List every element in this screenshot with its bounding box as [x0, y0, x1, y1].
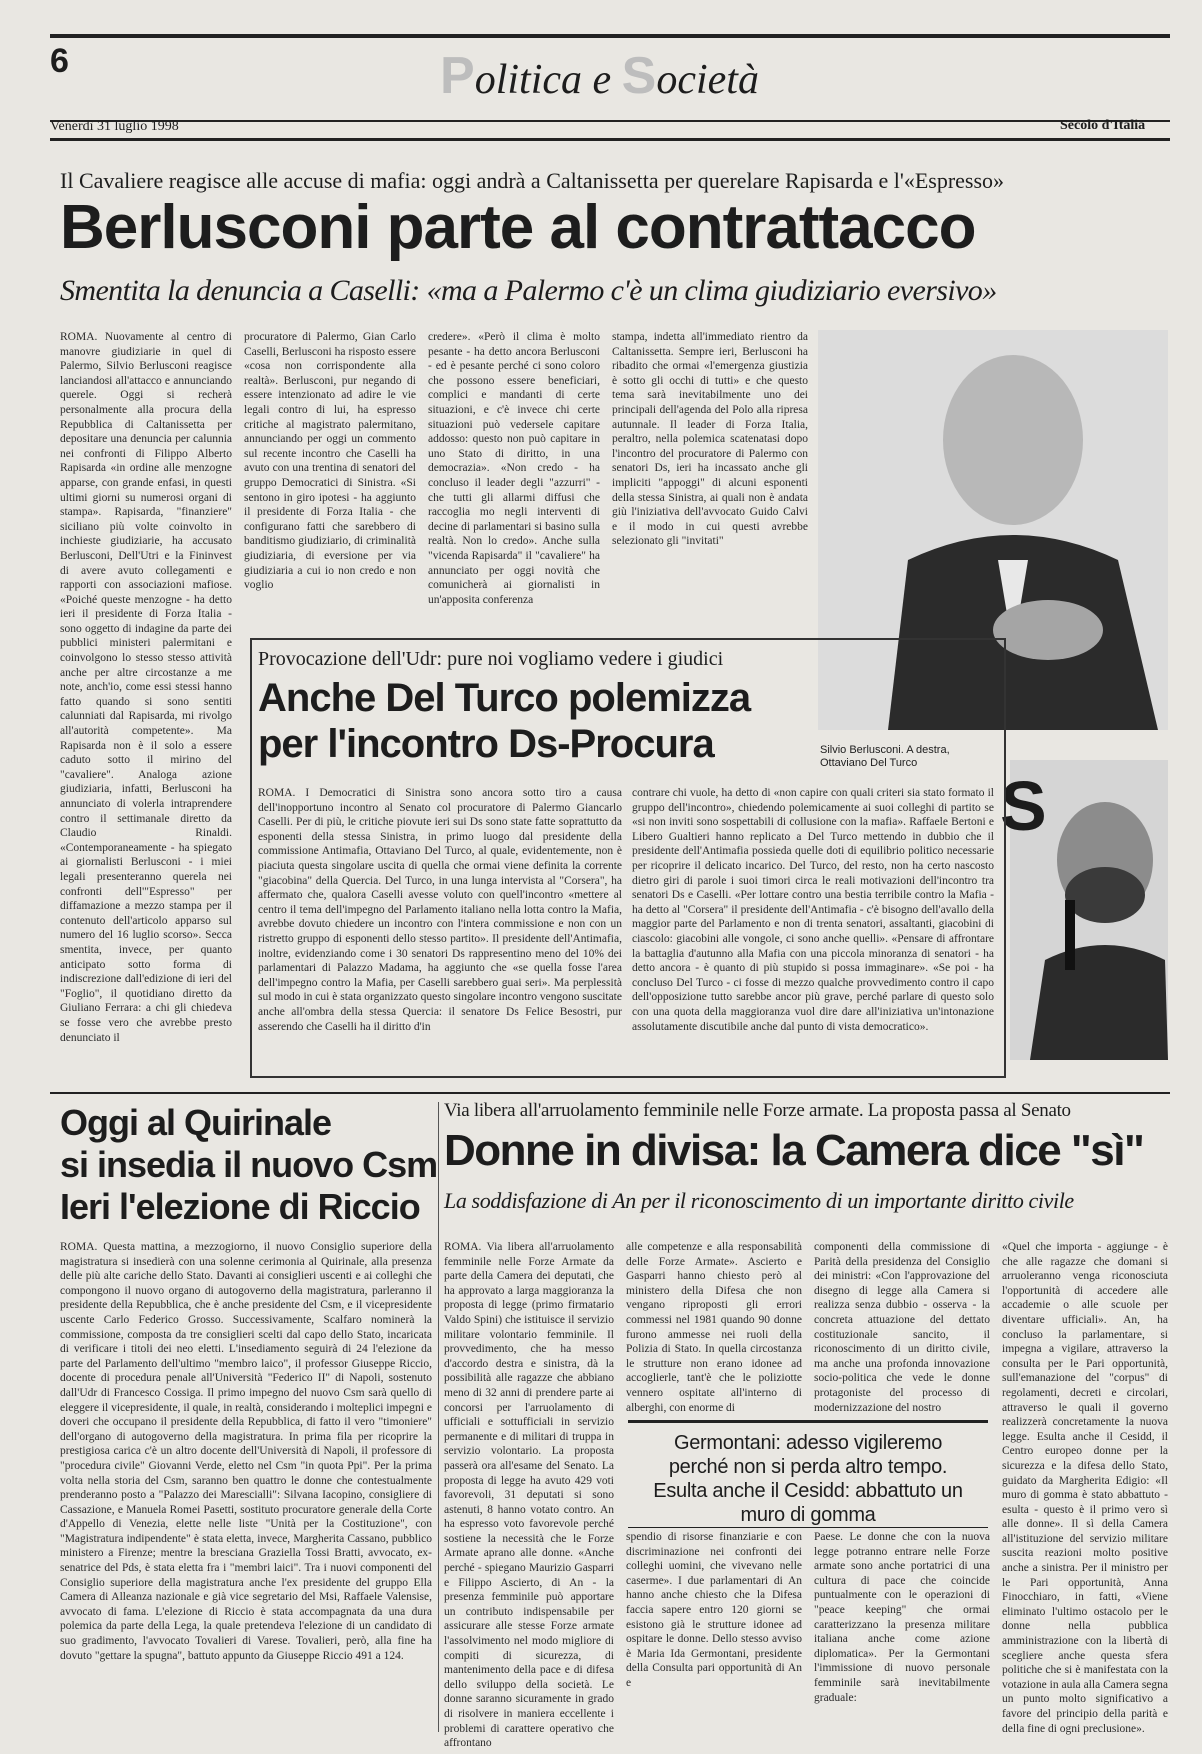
- donne-kicker: Via libera all'arruolamento femminile nelle Forze armate. La proposta passa al Senato: [444, 1100, 1071, 1121]
- del-turco-photo: [1000, 760, 1168, 1060]
- donne-subhead: La soddisfazione di An per il riconoscimento di un importante diritto civile: [444, 1188, 1074, 1213]
- lead-column-1: ROMA. Nuovamente al centro di manovre giudiziarie in quel di Palermo, Silvio Berlusconi reagisce lanciandosi all'attacco e annunciando querele. Oggi si recherà personalmente alla procura della Repubblica di Caltanissetta per depositare una denuncia per calunnia nei confronti di Filippo Alberto Rapisarda «in ordine alle menzogne apparse, con grande enfasi, in questi ultimi giorni su numerosi organi di stampa». Rapisarda, "finanziere" siciliano più volte coinvolto in inchieste giudiziarie, ha accusato Berlusconi, Dell'Utri e la Fininvest di avere avuto collegamenti e rapporti con associazioni mafiose. «Poiché queste menzogne - ha detto ieri il presidente di Forza Italia - sono oggetto di indagine da parte dei pubblici ministeri palermitani e coinvolgono lo stesso stesso attività anche per altre circostanze a me note, anch'io, come essi stessi hanno fatto quando si sono sentiti calunniati dal Rapisarda, mi rivolgo all'autorità competente». Ma Rapisarda non è il solo a essere caduto sotto il mirino del "cavaliere". Analoga azione giudiziaria, infatti, Berlusconi ha annunciato di volerla intraprendere contro il settimanale diretto da Claudio Rinaldi. «Contemporaneamente - ha spiegato ai giornalisti Berlusconi - i miei legali presenteranno querela nei confronti dell'"Espresso" per diffamazione a mezzo stampa per il contenuto dell'articolo apparso sul numero del 16 luglio scorso». Secca smentita, invece, per quanto anticipato sotto forma di indiscrezione dall'edizione di ieri del "Foglio", il quotidiano diretto da Giuliano Ferrara: a chi gli chiedeva se fosse vero che avrebbe presto denunciato il: [60, 331, 232, 1044]
- newspaper-name: Secolo d'Italia: [1060, 118, 1146, 133]
- masthead-rule-bottom: [50, 138, 1170, 141]
- mid-rule: [50, 1092, 1170, 1094]
- donne-column-3-bottom: Paese. Le donne che con la nuova legge potranno entrare nelle Forze armate sono anche portatrici di una cultura di pace che coincide puntualmente con le operazioni di "peace keeping" che ormai caratterizzano la presenza militare italiana anche come azione diplomatica». Per la Germontani l'immissione di nuovo personale femminile sarà inevitabilmente graduale:: [814, 1531, 990, 1704]
- section-title-text-1: olitica e: [474, 57, 622, 103]
- lead-column-2: procuratore di Palermo, Gian Carlo Caselli, Berlusconi ha risposto essere «cosa non corrispondente alla realtà». Berlusconi, pur negando di essere intenzionato ad adire le vie legali contro di lui, ha espresso critiche al magistrato palermitano, annunciando per oggi un commento sul recente incontro che Caselli ha avuto con una trentina di senatori del gruppo Democratici di Sinistra. «Si sentono in giro ipotesi - ha aggiunto il presidente di Forza Italia - che configurano fatti che sarebbero di banditismo giudiziario, di criminalità giudiziaria, di eversione per via giudiziaria a cui io non credo e non voglio: [244, 331, 416, 592]
- issue-date: Venerdì 31 luglio 1998: [50, 119, 179, 134]
- donne-inset-text: Germontani: adesso vigileremo perché non si perda altro tempo. Esulta anche il Cesidd: abbattuto un muro di gomma: [653, 1432, 963, 1526]
- box-column-2: contrare chi vuole, ha detto di «non capire con quali criteri sia stato formato il gruppo dell'incontro», chiedendo polemicamente ai suoi colleghi di partito se «si non inviti sono sospettabili di collusione con la mafia». Raffaele Bertoni e Libero Gualtieri hanno replicato a Del Turco mettendo in dubbio che il presidente dell'Antimafia possieda quelle doti di equilibrio politico necessarie per ricoprire il delicato incarico. Del Turco, del resto, non ha certo nascosto dietro giri di parole i suoi timori circa le reali motivazioni dell'incontro tra senatori Ds e Caselli. «Per lottare contro una bestia terribile contro la Mafia - ha detto al "Corsera" il presidente dell'Antimafia - c'è bisogno dell'avallo della maggior parte del Parlamento e non di trenta senatori, assaltanti, giacobini di ciascolo: giacobini alle vongole, ci sono anche quelli». «Pensare di affrontare la battaglia d'autunno alla Mafia con una piccola minoranza di senatori - ha detto ancora - è quanto di più stupido si possa immaginare». «Se poi - ha concluso Del Turco - ci fosse di mezzo qualche provvedimento contro il capo dell'opposizione tutto sarebbe ancor più grave, perché parlare di questo solo con una quota della maggioranza vuol dire dare all'iniziativa un'intonazione assolutamente discutibile anche dal punto di vista democratico».: [632, 787, 994, 1033]
- section-title-initial-s: S: [621, 47, 657, 105]
- box-headline-line-2: per l'incontro Ds-Procura: [258, 722, 714, 766]
- donne-column-4: «Quel che importa - aggiunge - è che alle ragazze che domani si arruoleranno venga riconosciuta l'opportunità di accedere alle accademie o alle scuole per diventare ufficiali». An, ha concluso la parlamentare, si impegna a vigilare, attraverso la consulta per le Pari opportunità, sull'emanazione del "corpus" di regolamenti, decreti e circolari, attraverso le quali il governo realizzerà concretamente la nuova legge. Esulta anche il Cesidd, il Centro europeo donne per la sicurezza e la difesa dello Stato, guidato da Margherita Edigio: «Il muro di gomma è stato abbattuto - esulta - questo è il primo vero sì alle donne». Il sì della Camera all'istituzione del servizio militare suscita reazioni molto positive anche a sinistra. Per il ministro per le Pari opportunità, Anna Finocchiaro, in fatti, «Viene eliminato l'ultimo ostacolo per le donne nella pubblica amministrazione con la libertà di scegliere anche questa sfera politiche che si è manifestata con la votazione in aula alla Camera segna un punto molto significativo a favore del principio della parità e della fine di ogni preclusione».: [1002, 1241, 1168, 1735]
- column-divider: [438, 1102, 439, 1732]
- lead-subhead: Smentita la denuncia a Caselli: «ma a Palermo c'è un clima giudiziario eversivo»: [60, 274, 997, 307]
- section-title: [440, 46, 759, 106]
- lead-kicker: Il Cavaliere reagisce alle accuse di mafia: oggi andrà a Caltanissetta per querelare Rapisarda e l'«Espresso»: [60, 168, 1005, 193]
- masthead-rule: [50, 120, 1170, 122]
- lead-column-3: credere». «Però il clima è molto pesante - ha detto ancora Berlusconi - ed è pesante perché ci sono coloro che possono essere beneficiari, complici e mandanti di certe situazioni, e c'è invece chi certe situazioni può vedersele capitare addosso: questo non può capitare in uno Stato di diritto, in una democrazia». «Non credo - ha concluso il leader degli "azzurri" - che tutti gli allarmi diffusi che raccoglia mo negli interventi di decine di parlamentari si basino sulla realtà. Non lo credo». Anche sulla "vicenda Rapisarda" il "cavaliere" ha annunciato per oggi novità che comunicherà ai giornalisti in un'apposita conferenza: [428, 331, 600, 606]
- lead-column-4: stampa, indetta all'immediato rientro da Caltanissetta. Sempre ieri, Berlusconi ha ribadito che ormai «l'emergenza giustizia è sotto gli occhi di tutti» e che questo tema sarà inevitabilmente uno dei principali dell'agenda del Polo alla ripresa autunnale. Il leader di Forza Italia, peraltro, nella polemica scatenatasi dopo l'incontro del procuratore di Palermo con senatori Ds, ieri ha incassato anche gli impliciti "appoggi" di alcuni esponenti della stessa Sinistra, ai quali non è andata giù l'iniziativa dell'avvocato Guido Calvi e il modo in cui questi avrebbe selezionato gli "invitati": [612, 331, 808, 548]
- box-kicker: Provocazione dell'Udr: pure noi vogliamo vedere i giudici: [258, 648, 724, 670]
- csm-body: ROMA. Questa mattina, a mezzogiorno, il nuovo Consiglio superiore della magistratura si insedierà con una solenne cerimonia al Quirinale, alla presenza delle più alte cariche dello Stato. Davanti ai consiglieri uscenti e ai colleghi che compongono il nuovo organo di autogoverno della magistratura, parleranno il presidente della Repubblica, che è anche presidente del Csm, e il vicepresidente uscente Carlo Federico Grosso. Successivamente, Scalfaro nominerà la commissione, composta da tre consiglieri scelti dal capo dello Stato, incaricata di verificare i titoli dei neo eletti. L'insediamento seguirà di 24 l'elezione da parte del Parlamento dell'ultimo "membro laico", il professor Giuseppe Riccio, docente di procedura penale all'Università "Federico II" di Napoli, sostenuto dall'Udr di Francesco Cossiga. Il primo impegno del nuovo Csm sarà quello di eleggere il vicepresidente, il quale, in realtà, considerando i molteplici impegni e doveri che occupano il presidente della Repubblica, di fatto il vero "timoniere" dell'organo di autogoverno della magistratura. In prima fila per ricoprire la prestigiosa carica c'è un altro docente dell'Università di Napoli, il professore di "procedura civile" Giovanni Verde, eletto nel Csm "in quota Ppi". Per la prima volta nella storia del Csm, saranno ben quattro le donne che contestualmente prenderanno posto a "Palazzo dei Marescialli": Silvana Iacopino, consigliere di Cassazione, e Manuela Romei Pasetti, sostituto procuratore generale della Corte d'Appello di Venezia, elette nelle liste "Unità per la Costituzione", con "Magistratura indipendente" è stata eletta, invece, Margherita Cassano, pubblico ministero a Firenze; mentre la bresciana Graziella Tossi Bratti, avvocato, ex-senatrice del Pds, è stata eletta fra i "membri laici". Tra i nuovi componenti del Consiglio superiore della magistratura anche l'ex presidente del gruppo Ella Camera di Alleanza nazionale e già vice segretario del Msi, Raffaele Valensise, avvocato di fama. L'elezione di Riccio è stata accompagnata da una dura polemica da parte della Lega, la quale pretendeva l'elezione di un candidato di suo gradimento, l'avvocato Tovalieri di Varese. Tovalieri, però, alla fine ha dovuto "gettare la spugna", battuto appunto da Giuseppe Riccio 491 a 124.: [60, 1241, 432, 1662]
- box-column-1: ROMA. I Democratici di Sinistra sono ancora sotto tiro a causa dell'inopportuno incontro al Senato col procuratore di Palermo Giancarlo Caselli. Per di più, le critiche piovute ieri sui Ds sono state fatte soprattutto da esponenti della stessa Sinistra, in primo luogo dal presidente della commissione Antimafia, Ottaviano Del Turco, al quale, evidentemente, non è piaciuta questa singolare uscita di quella che ormai viene definita la corrente "giacobina" della Quercia. Del Turco, in una lunga intervista al "Corsera", ha affermato che, qualora Caselli avesse voluto con quell'incontro «mettere al centro il tema dell'impegno del Parlamento italiano nella lotta contro la Mafia, avrebbe dovuto chiedere un incontro con l'intera commissione e non con un ristretto gruppo di esponenti dello stesso partito». Il presidente dell'Antimafia, inoltre, evidenziando come i 30 senatori Ds rappresentino meno del 10% dei parlamentari di Palazzo Madama, ha aggiunto che «se quella fosse l'area dell'impegno contro la Mafia, per Caselli sarebbero guai seri». Ma perplessità sul modo in cui è stata organizzato questo singolare incontro vengono suscitate anche all'ombra della stessa Quercia: il senatore Ds Felice Besostri, pur asserendo che Caselli ha il diritto d'in: [258, 787, 622, 1033]
- donne-column-3-top: componenti della commissione di Parità della presidenza del Consiglio dei ministri: «Con l'approvazione del disegno di legge alla Camera si realizza senza dubbio - osserva - la concreta attuazione del dettato costituzionale sancito, il riconoscimento di un diritto civile, ma anche una profonda innovazione socio-politica che vede le donne protagoniste del processo di modernizzazione del nostro: [814, 1241, 990, 1414]
- photo-caption: Silvio Berlusconi. A destra, Ottaviano Del Turco: [820, 744, 950, 769]
- page-number: 6: [50, 42, 69, 80]
- section-title-initial-p: P: [440, 47, 475, 105]
- section-title-text-2: ocietà: [656, 57, 759, 103]
- lead-headline: Berlusconi parte al contrattacco: [60, 193, 976, 262]
- donne-inset: [628, 1420, 988, 1528]
- box-headline-line-1: Anche Del Turco polemizza: [258, 676, 751, 720]
- del-turco-portrait-image: [1000, 760, 1168, 1060]
- csm-headline-line-3: Ieri l'elezione di Riccio: [60, 1186, 420, 1227]
- svg-text:S: S: [1000, 767, 1047, 845]
- donne-column-1: ROMA. Via libera all'arruolamento femminile nelle Forze Armate da parte della Camera dei deputati, che ha approvato a larga maggioranza la proposta di legge (primo firmatario Valdo Spini) che istituisce il servizio militare volontario femminile. Il provvedimento, che ha messo d'accordo destra e sinistra, dà la possibilità alle ragazze che abbiano meno di 32 anni di prendere parte ai concorsi per l'arruolamento di ufficiali e sottufficiali in servizio permanente e di militari di truppa in servizio volontario. La proposta passerà ora all'esame del Senato. La proposta di legge ha avuto 429 voti favorevoli, 31 deputati si sono astenuti, 8 hanno votato contro. An ha espresso voto favorevole perché sostiene la necessità che le Forze Armate aprano alle donne. «Anche perché - spiegano Maurizio Gasparri e Filippo Ascierto, di An - la presenza femminile può apportare un contributo indispensabile per assicurare alle stesse Forze armate l'assolvimento nel modo migliore di compiti di sicurezza, di mantenimento della pace e di difesa dello sviluppo della società. Le donne saranno sicuramente in grado di risolvere in maniera eccellente i problemi di carattere operativo che affrontano: [444, 1241, 614, 1750]
- donne-headline: Donne in divisa: la Camera dice "sì": [444, 1126, 1144, 1175]
- donne-column-2-top: alle competenze e alla responsabilità delle Forze Armate». Ascierto e Gasparri hanno chiesto però al ministero della Difesa che non vengano riproposti gli errori commessi nel 1981 quando 90 donne furono ammesse nei ruoli della Polizia di Stato. In quella circostanza le strutture non erano idonee ad accoglierle, tant'è che le poliziotte vennero ospitate all'interno di alberghi, con enorme di: [626, 1241, 802, 1414]
- donne-column-2-bottom: spendio di risorse finanziarie e con discriminazione nei confronti dei colleghi uomini, che vivevano nelle caserme». I due parlamentari di An hanno anche chiesto che la Difesa faccia sapere entro 120 giorni se esistono già le strutture idonee ad ospitare le donne. Dello stesso avviso è Maria Ida Germontani, presidente della Consulta pari opportunità di An e: [626, 1531, 802, 1689]
- top-rule: [50, 34, 1170, 38]
- csm-headline-line-2: si insedia il nuovo Csm: [60, 1144, 438, 1185]
- csm-headline-line-1: Oggi al Quirinale: [60, 1102, 332, 1143]
